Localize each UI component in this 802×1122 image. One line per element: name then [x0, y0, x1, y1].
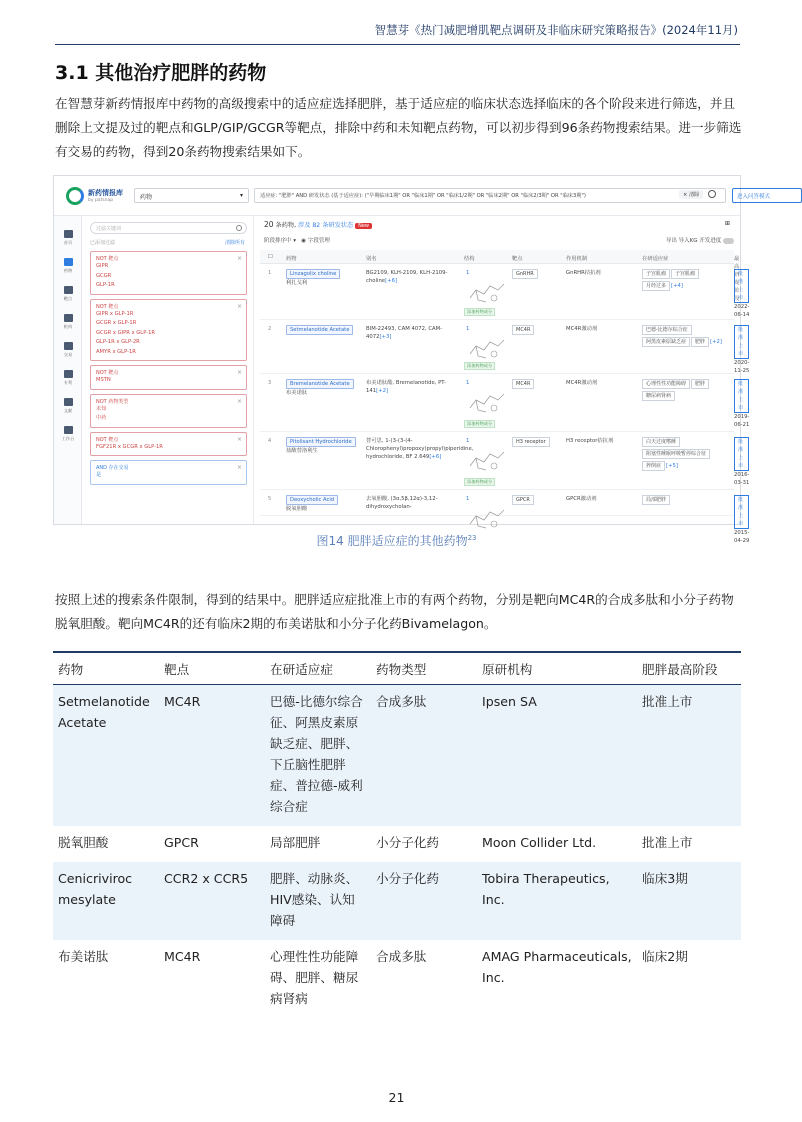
close-icon[interactable]: ×: [236, 302, 242, 310]
structure-count: 1: [466, 438, 470, 444]
nav-item-deal[interactable]: [54, 342, 82, 358]
search-type-select[interactable]: [134, 188, 249, 203]
col-alias: 别名: [366, 256, 377, 262]
applied-filters-header: [90, 239, 247, 247]
phase-tag[interactable]: 批准上市: [734, 379, 749, 413]
row-number: 4: [268, 438, 272, 444]
search-type-value: 药物: [140, 194, 153, 201]
table-cell: 心理性性功能障碍、肥胖、糖尿病肾病: [270, 949, 359, 1006]
drug-cn-name: 布美诺肽: [286, 390, 308, 396]
nav-label: 工作台: [61, 436, 75, 441]
running-header: 智慧芽《热门减肥增肌靶点调研及非临床研究策略报告》(2024年11月): [374, 23, 738, 37]
nav-label: 文献: [63, 408, 73, 413]
indication-tag[interactable]: 白天过度嗜睡: [642, 437, 680, 447]
table-cell: 临床3期: [637, 862, 741, 940]
filter-group-list: [90, 251, 247, 485]
new-badge: New: [355, 223, 372, 229]
target-tag[interactable]: H3 receptor: [512, 437, 550, 447]
filter-item: GIPR: [96, 263, 109, 269]
toolbar-actions-label: 导出 导入KG 开发进度: [665, 238, 722, 244]
app-header: [54, 176, 771, 216]
phase-tag[interactable]: 批准上市: [734, 437, 749, 471]
target-cell: [512, 269, 539, 281]
intro-paragraph: 在智慧芽新药情报库中药物的高级搜索中的适应症选择肥胖，基于适应症的临床状态选择临床的各个阶段来进行筛选，并且删除上文提及过的靶点和GLP/GIP/GCGR等靶点，排除中药和未知靶点药物，可以初步得到96条药物搜索结果。进一步筛选有交易的药物，得到20条药物搜索结果如下。: [55, 96, 742, 159]
close-icon[interactable]: ×: [236, 369, 242, 376]
figure-caption: [0, 532, 793, 549]
alias-cell: [366, 325, 458, 341]
left-nav: [54, 216, 82, 524]
alias-cell: [366, 379, 458, 395]
clear-query-button[interactable]: × 清除: [679, 190, 703, 199]
indication-tag[interactable]: 月经过多: [642, 281, 670, 291]
indication-more-link[interactable]: [+2]: [710, 339, 722, 345]
nav-item-target[interactable]: [54, 286, 82, 302]
close-icon[interactable]: ×: [236, 464, 242, 471]
nav-label: 专利: [63, 380, 73, 385]
filter-placeholder: 过滤关键词: [96, 226, 122, 232]
drug-cn-name: 脱氧胆酸: [286, 506, 308, 512]
filter-group-head: NOT 药物类型: [96, 398, 129, 405]
close-icon[interactable]: ×: [236, 397, 242, 405]
table-cell: 批准上市: [637, 685, 741, 827]
phase-tag[interactable]: 批准上市: [734, 325, 749, 359]
indication-tag[interactable]: 局部肥胖: [642, 495, 670, 505]
nav-item-patent[interactable]: [54, 370, 82, 386]
table-cell: 脱氧胆酸: [58, 835, 109, 850]
drug-name-tag[interactable]: Setmelanotide Acetate: [286, 325, 353, 335]
target-tag[interactable]: GPCR: [512, 495, 534, 505]
caption-text: 图14 肥胖适应症的其他药物: [316, 534, 468, 548]
nav-label: 交易: [63, 352, 73, 357]
result-count: 20: [264, 220, 274, 229]
drug-table-body: [53, 685, 741, 1019]
filter-item: MSTN: [96, 377, 111, 383]
nav-item-literature[interactable]: [54, 398, 82, 414]
structure-count: 1: [466, 380, 470, 386]
filter-item: GCGR: [96, 272, 112, 279]
indication-tag[interactable]: 猝倒症: [642, 461, 665, 471]
drug-name-tag[interactable]: Bremelanotide Acetate: [286, 379, 354, 389]
patent-icon: [64, 370, 73, 378]
row-number: 5: [268, 496, 272, 502]
alias-more-link[interactable]: [+6]: [385, 278, 398, 284]
drug-table: [53, 651, 741, 1018]
indication-tag[interactable]: 子宫肌瘤: [671, 269, 699, 279]
alias-text: 替可思, 1-(3-(3-(4-Chlorophenyl)propoxy)propyl)piperidine, hydrochloride, BF 2.649: [366, 438, 474, 460]
structure-thumbnail[interactable]: [466, 504, 510, 532]
indication-cell: [642, 495, 722, 507]
phase-cell: [734, 325, 749, 375]
phase-tag[interactable]: 批准上市: [734, 495, 749, 529]
table-cell: Ipsen SA: [477, 685, 637, 827]
alias-text: 去氧胆酸, (3α,5β,12α)-3,12-dihydroxycholan-: [366, 496, 438, 510]
nav-label: 首页: [63, 240, 73, 245]
table-cell: 小分子化药: [371, 862, 477, 940]
drug-icon: [64, 258, 73, 266]
phase-link[interactable]: 涉及 82 条研发状态: [298, 222, 354, 229]
section-title: 3.1 其他治疗肥胖的药物: [55, 62, 267, 84]
structure-thumbnail[interactable]: [466, 446, 510, 474]
th-target: 靶点: [159, 652, 265, 685]
table-cell: 合成多肽: [371, 685, 477, 827]
table-row: [53, 685, 741, 827]
indication-tag[interactable]: 子宫肌瘤: [642, 269, 670, 279]
target-tag[interactable]: GnRHR: [512, 269, 538, 279]
drug-name-tag[interactable]: Linzagolix choline: [286, 269, 340, 279]
chevron-down-icon: ▾: [239, 192, 243, 199]
app-subtitle: by patsnap: [88, 198, 114, 203]
filter-item: GCGR x GLP-1R: [96, 320, 137, 326]
table-cell: 局部肥胖: [270, 835, 321, 850]
phase-date: 2020-11-25: [734, 360, 750, 374]
drug-name-tag[interactable]: Deoxycholic Acid: [286, 495, 338, 505]
filter-item: 未知: [96, 405, 107, 412]
organization-icon: [64, 314, 73, 322]
nav-item-home[interactable]: [54, 230, 82, 246]
drug-cn-name: 盐酸替洛利生: [286, 448, 318, 454]
home-icon: [64, 230, 73, 238]
filter-search-input[interactable]: [90, 222, 247, 234]
alias-text: BIM-22493, CAM 4072, CAM-4072: [366, 326, 443, 340]
filter-item: FGF21R x GCGR x GLP-1R: [96, 443, 163, 450]
result-count-label: 条药物,: [275, 222, 297, 229]
close-icon[interactable]: ×: [236, 435, 242, 443]
filter-group-head: AND 存在交易: [96, 465, 129, 471]
target-icon: [64, 286, 73, 294]
literature-icon: [64, 398, 73, 406]
nav-item-drug[interactable]: [54, 258, 82, 274]
table-cell: CCR2 x CCR5: [159, 862, 265, 940]
col-indication: 在研适应症: [642, 256, 669, 262]
table-cell: GPCR: [164, 835, 199, 850]
filter-item: GLP-1R x GLP-2R: [96, 339, 140, 345]
nav-label: 机构: [63, 324, 73, 329]
phase-cell: [734, 379, 749, 429]
filter-item: 是: [96, 472, 102, 478]
nav-item-org[interactable]: [54, 314, 82, 330]
row-number: 3: [268, 380, 272, 386]
table-cell: AMAG Pharmaceuticals, Inc.: [482, 949, 632, 985]
nav-item-workbench[interactable]: [54, 426, 82, 442]
indication-cell: [642, 269, 722, 293]
phase-date: 2015-04-29: [734, 530, 750, 544]
th-indication: 在研适应症: [265, 652, 371, 685]
indication-tag[interactable]: 阻塞性睡眠呼吸暂停综合征: [642, 449, 710, 459]
page-number: 21: [388, 1090, 405, 1105]
filter-group-head: NOT 靶点: [96, 436, 119, 443]
table-row[interactable]: [260, 432, 750, 490]
mechanism-cell: MC4R激动剂: [566, 326, 598, 332]
drug-name-tag[interactable]: Pitolisant Hydrochloride: [286, 437, 356, 447]
mechanism-cell: H3 receptor拮抗剂: [566, 438, 614, 444]
grid-view-icon[interactable]: ⊞: [724, 220, 730, 227]
app-logo-icon: [66, 187, 84, 205]
col-phase: 最高研发阶段: [734, 256, 740, 302]
filter-item: GIPR x GLP-1R: [96, 310, 134, 317]
target-tag[interactable]: MC4R: [512, 325, 534, 335]
indication-tag[interactable]: 心理性性功能障碍: [642, 379, 690, 389]
phase-date: 2016-03-31: [734, 472, 750, 486]
mechanism-cell: GPCR激动剂: [566, 496, 597, 502]
filter-group: [90, 460, 247, 485]
toggle-switch[interactable]: [723, 238, 734, 244]
structure-thumbnail[interactable]: [466, 388, 510, 416]
drug-cell: [286, 269, 362, 287]
app-name: 新药情报库: [88, 189, 123, 197]
add-ingredient-button[interactable]: 添加药物成分: [464, 362, 495, 370]
filter-group: [90, 394, 247, 428]
search-icon[interactable]: [708, 190, 716, 198]
row-number: 2: [268, 326, 272, 332]
table-cell: MC4R: [164, 949, 201, 964]
filter-group-head: NOT 靶点: [96, 370, 119, 376]
header-rule: [55, 44, 740, 45]
caption-footnote: 23: [467, 534, 477, 542]
phase-cell: [734, 437, 749, 487]
indication-tag[interactable]: 巴德-比德尔综合征: [642, 325, 692, 335]
target-tag[interactable]: MC4R: [512, 379, 534, 389]
th-drug-type: 药物类型: [371, 652, 477, 685]
target-cell: [512, 379, 535, 391]
sort-select[interactable]: 阶段排序中 ▾: [264, 238, 297, 244]
alias-more-link[interactable]: [+3]: [379, 334, 392, 340]
table-row: [53, 940, 741, 1018]
col-target: 靶点: [512, 256, 523, 262]
indication-tag[interactable]: 肥胖: [691, 337, 709, 347]
table-row: [53, 862, 741, 940]
indication-tag[interactable]: 肥胖: [691, 379, 709, 389]
table-cell: 肥胖、动脉炎、HIV感染、认知障碍: [265, 862, 371, 940]
alias-text: BG2109, KLH-2109, KLH-2109-choline: [366, 270, 448, 284]
table-row[interactable]: [260, 320, 750, 374]
table-cell: 巴德-比德尔综合征、阿黑皮素原缺乏症、肥胖、下丘脑性肥胖症、普拉德-威利综合症: [265, 685, 371, 827]
table-cell: 合成多肽: [376, 949, 427, 964]
add-ingredient-button[interactable]: 添加药物成分: [464, 308, 495, 316]
mechanism-cell: MC4R激动剂: [566, 380, 598, 386]
phase-date: 2019-06-21: [734, 414, 750, 428]
indication-cell: [642, 379, 722, 403]
summary-paragraph: 按照上述的搜索条件限制，得到的结果中。肥胖适应症批准上市的有两个药物，分别是靶向MC4R的合成多肽和小分子药物脱氧胆酸。靶向MC4R的还有临床2期的布美诺肽和小分子化药Bivamelagon。: [55, 592, 734, 631]
filter-group: [90, 365, 247, 390]
drug-cn-name: 利扎戈利: [286, 280, 308, 286]
th-drug: 药物: [53, 652, 159, 685]
table-cell: 小分子化药: [376, 835, 439, 850]
indication-more-link[interactable]: [+4]: [671, 283, 683, 289]
th-originator: 原研机构: [477, 652, 637, 685]
nav-label: 靶点: [63, 296, 73, 301]
filter-group-head: NOT 靶点: [96, 303, 119, 310]
alias-cell: [366, 269, 458, 285]
filter-item: GCGR x GIPR x GLP-1R: [96, 329, 155, 336]
filter-item: AMYR x GLP-1R: [96, 348, 136, 355]
structure-count: 1: [466, 326, 470, 332]
table-cell: Cenicriviroc mesylate: [53, 862, 159, 940]
indication-cell: [642, 325, 722, 349]
indication-cell: [642, 437, 722, 473]
table-cell: 批准上市: [642, 835, 693, 850]
search-icon: [236, 225, 242, 231]
col-structure: 结构: [464, 256, 475, 262]
toolbar-actions[interactable]: [666, 236, 734, 244]
table-cell: Moon Collider Ltd.: [482, 835, 597, 850]
deal-icon: [64, 342, 73, 350]
structure-count: 1: [466, 496, 470, 502]
eye-icon: ◉: [301, 238, 307, 244]
col-mechanism: 作用机制: [566, 256, 588, 262]
table-row: [53, 826, 741, 862]
filter-panel: [84, 216, 254, 524]
query-input[interactable]: 适应症: "肥胖" AND 研发状态 (基于适应症): ("早期临床1期" OR "临床1期" OR "临床1/2期" OR "临床2期" OR "临床2/3期" OR "临床3期"): [254, 188, 726, 203]
select-all-checkbox[interactable]: ☐: [268, 254, 273, 260]
filter-group: [90, 432, 247, 457]
structure-thumbnail[interactable]: [466, 334, 510, 362]
table-cell: MC4R: [159, 685, 265, 827]
drug-cell: [286, 437, 362, 455]
structure-count: 1: [466, 270, 470, 276]
field-manage-button[interactable]: 字段管理: [307, 238, 330, 244]
workbench-icon: [64, 426, 73, 434]
indication-tag[interactable]: 糖尿病肾病: [642, 391, 675, 401]
clear-all-filters-button[interactable]: 清除所有: [224, 240, 245, 246]
alias-more-link[interactable]: [+2]: [376, 388, 389, 394]
filter-group: [90, 251, 247, 295]
table-cell: 临床2期: [642, 949, 688, 964]
applied-filters-label: 已添加过滤: [90, 240, 116, 246]
filter-item: GLP-1R: [96, 282, 115, 288]
add-ingredient-button[interactable]: 添加药物成分: [464, 478, 495, 486]
phase-tag[interactable]: 批准上市: [734, 269, 749, 303]
table-cell: 布美诺肽: [58, 949, 109, 964]
col-drug: 药物: [286, 256, 297, 262]
qa-mode-button[interactable]: 进入问答模式: [732, 188, 802, 203]
table-row[interactable]: [260, 374, 750, 432]
alias-cell: [366, 495, 458, 511]
alias-text: 布美诺肽酯, Bremelanotide, PT-141: [366, 380, 446, 394]
filter-group: [90, 299, 247, 362]
alias-more-link[interactable]: [+6]: [429, 454, 442, 460]
mechanism-cell: GnRHR拮抗剂: [566, 270, 601, 276]
phase-cell: [734, 269, 749, 319]
drug-cell: [286, 379, 362, 397]
indication-more-link[interactable]: [+5]: [666, 463, 678, 469]
drug-table-header: [53, 652, 741, 685]
target-cell: [512, 437, 551, 449]
table-cell: Tobira Therapeutics, Inc.: [477, 862, 637, 940]
row-number: 1: [268, 270, 272, 276]
close-icon[interactable]: ×: [236, 255, 242, 262]
alias-cell: [366, 437, 474, 461]
target-cell: [512, 495, 535, 507]
results-toolbar: [264, 236, 734, 248]
nav-label: 药物: [63, 268, 73, 273]
phase-date: 2022-06-14: [734, 304, 750, 318]
drug-cell: [286, 495, 362, 513]
add-ingredient-button[interactable]: 添加药物成分: [464, 420, 495, 428]
drug-cell: [286, 325, 362, 335]
target-cell: [512, 325, 535, 337]
indication-tag[interactable]: 阿黑皮素原缺乏症: [642, 337, 690, 347]
table-cell: Setmelanotide Acetate: [53, 685, 159, 827]
filter-item: 中药: [96, 415, 107, 421]
th-highest-phase: 肥胖最高阶段: [637, 652, 741, 685]
structure-thumbnail[interactable]: [466, 278, 510, 306]
filter-group-head: NOT 靶点: [96, 256, 119, 262]
results-summary: [264, 220, 734, 234]
